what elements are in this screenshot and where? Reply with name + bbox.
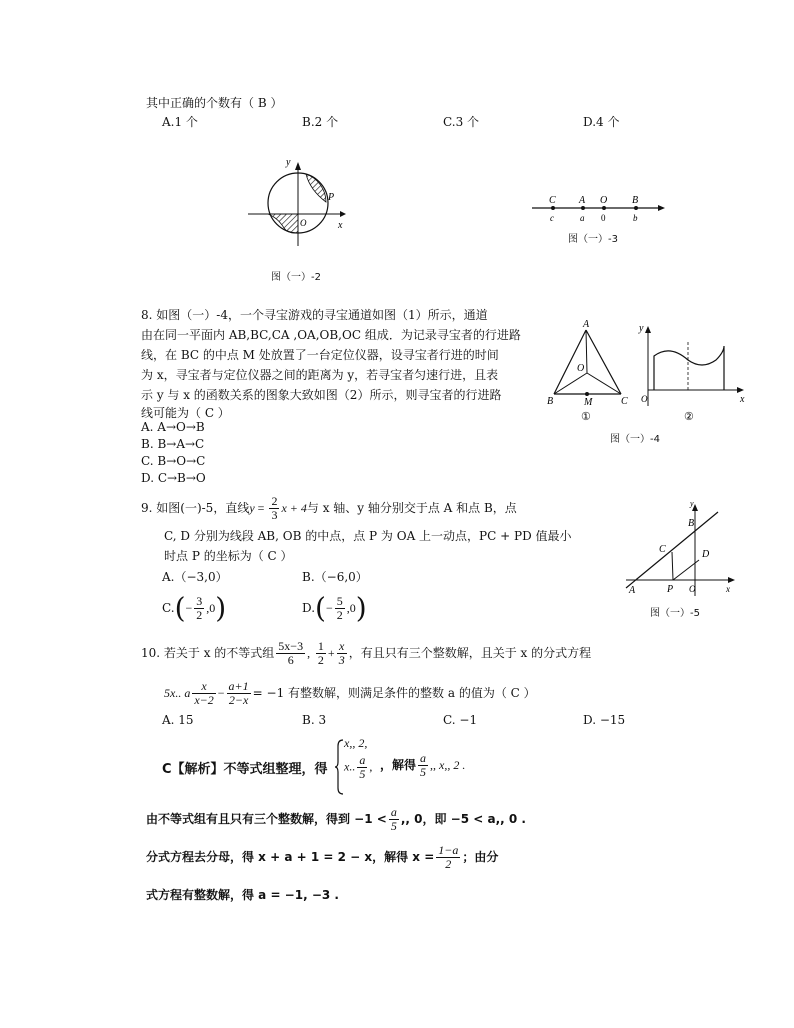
q9-frac-numerator: 2 [271,494,278,508]
q9-eq-equals: = [254,501,268,515]
q10-f3-n: x [337,640,347,654]
figure-number-line [528,192,668,224]
q10-f4-d: x−2 [194,693,214,707]
fig4-caption: 图（一）-4 [610,434,660,445]
fig2-label-y: y [286,157,291,168]
tri-label-a: A [583,319,590,330]
sys2-fraction [357,754,367,781]
q10-frac-1 [276,640,305,667]
q10-option-c[interactable]: C. −1 [443,713,478,727]
q8-line-6: 线可能为（ C ） [141,406,230,420]
point-m [585,392,589,396]
q8-line-2: 由在同一平面内 AB,BC,CA ,OA,OB,OC 组成．为记录寻宝者的行进路 [141,328,521,342]
solution-prefix: C【解析】不等式组整理，得 [162,762,328,777]
q9-optC-tail: ,0 [206,601,216,615]
solution-line-2 [146,806,526,833]
q10-line-2 [164,680,536,707]
line3-a: 分式方程去分母，得 x + a + 1 = 2 − x，解得 x = [146,850,435,864]
sol-mid: ，解得 [380,758,417,772]
q9-eq-y: y [249,501,255,515]
graph-label-x: x [740,394,745,405]
sol-fraction [418,752,428,779]
q9-optD-tail: ,0 [346,601,356,615]
q9-optD-minus: − [325,601,333,615]
q10-frac-5 [227,680,251,707]
q8-option-d[interactable]: D. C→B→O [141,471,206,485]
nl-upper-a: A [579,195,586,206]
figure-line-coordinates [620,502,736,598]
q10-frac-3 [337,640,347,667]
segment-pc [672,552,673,580]
graph-label-y: y [639,323,644,334]
nl-upper-c: C [549,195,556,206]
q9-optC-d: 2 [196,608,203,622]
line3-n: 1−a [438,843,459,857]
q10-option-b[interactable]: B. 3 [302,713,327,727]
q9-option-b[interactable]: B.（−6,0） [302,570,368,584]
sol-d: 5 [420,765,427,779]
q10-frac-4 [192,680,215,707]
fig5-label-a: A [629,585,636,596]
q9-l1a: 9. 如图(一)-5，直线 [141,501,250,515]
q9-frac-denominator: 3 [271,508,278,522]
fig3-caption: 图（一）-3 [568,234,618,245]
q9-line-2: C, D 分别为线段 AB, OB 的中点，点 P 为 OA 上一动点，PC + PD 值最小 [164,529,572,543]
nl-lower-c: c [550,213,554,223]
fig5-label-b: B [688,518,695,529]
q9-optD-n: 5 [336,594,343,608]
fig5-label-p: P [667,584,674,595]
nl-lower-a: a [580,213,585,223]
figure-circle-quadrants [248,156,348,246]
q10-f3-d: 3 [338,653,345,667]
q10-l1a: 10. 若关于 x 的不等式组 [141,646,275,660]
q9-eq-rest: x + 4 [281,501,307,515]
q8-line-1: 8. 如图（一）-4，一个寻宝游戏的寻宝通道如图（1）所示，通道 [141,308,488,322]
q10-f2-n: 1 [317,639,324,653]
q8-option-b[interactable]: B. B→A→C [141,437,205,451]
fig5-label-o: O [689,584,696,594]
hatched-region-lower [268,214,298,233]
line2-d: 5 [390,819,397,833]
q8-option-c[interactable]: C. B→O→C [141,454,206,468]
function-curve [654,346,724,390]
line2-fraction [389,806,399,833]
line2-n: a [390,805,397,819]
tri-label-b: B [547,396,554,407]
line3-fraction [436,844,460,871]
sub-label-1: ① [581,411,591,423]
fig2-label-p: P [328,192,335,203]
point-o [602,206,606,210]
q10-option-d[interactable]: D. −15 [583,713,626,727]
nl-upper-o: O [600,195,608,206]
q10-f5-n: a+1 [228,679,249,693]
graph-label-o: O [641,394,648,404]
q10-l2a: 5x.. a [164,686,191,700]
tri-label-m: M [584,397,593,408]
q9-optC-minus: − [185,601,193,615]
q7-option-d[interactable]: D.4 个 [583,115,620,129]
fig5-label-d: D [702,549,710,560]
q9-option-c[interactable]: C.(− $\frac{3}{2}$ ,0) [162,591,227,625]
q10-f2-d: 2 [317,653,324,667]
q10-l1b: ，有且只有三个整数解，且关于 x 的分式方程 [348,646,592,660]
system-line-1: x,, 2, [344,736,368,750]
sys2-tail: , [369,759,373,774]
q9-optC-fraction [194,595,204,622]
fig5-label-x: x [726,584,730,594]
q7-option-b[interactable]: B.2 个 [302,115,339,129]
q9-line-1 [141,495,517,522]
figure-triangle-and-graph [544,316,754,428]
q9-option-a[interactable]: A.（−3,0） [162,570,228,584]
fig2-caption: 图（一）-2 [271,272,321,283]
solution-line-3 [146,844,498,871]
q8-line-4: 为 x，寻宝者与定位仪器之间的距离为 y，若寻宝者匀速行进，且表 [141,368,499,382]
q10-f1-d: 6 [287,653,294,667]
q9-optD-d: 2 [336,608,343,622]
hatched-region-upper [306,174,326,202]
solution-line-4: 式方程有整数解，得 a = −1, −3 . [146,888,339,902]
q9-eq-fraction [269,495,279,522]
fig5-caption: 图（一）-5 [650,608,700,619]
fig2-label-o: O [300,218,307,228]
tri-label-c: C [621,396,628,407]
q8-line-3: 线，在 BC 的中点 M 处放置了一台定位仪器，设寻宝者行进的时间 [141,348,499,362]
nl-lower-0: 0 [601,213,606,223]
line2-a: 由不等式组有且只有三个整数解，得到 −1 < [146,812,387,826]
q9-line-3: 时点 P 的坐标为（ C ） [164,549,293,563]
q9-optC-label: C. [162,601,175,615]
sol-tail: ,, x,, 2 . [430,758,466,772]
q10-f4-n: x [192,680,215,694]
q10-f5-d: 2−x [228,693,249,707]
q9-option-d[interactable]: D.(− $\frac{5}{2}$ ,0) [302,591,367,625]
q9-l1b: 与 x 轴、y 轴分别交于点 A 和点 B，点 [306,501,517,515]
q8-option-a[interactable]: A. A→O→B [141,420,205,434]
sys2-d: 5 [359,767,366,781]
point-c [551,206,555,210]
q10-comma: , [307,646,311,660]
fig5-label-c: C [659,544,666,555]
line2-b: ,, 0，即 −5 < a,, 0 . [400,812,526,826]
nl-lower-b: b [633,213,638,223]
point-a [581,206,585,210]
fig2-label-x: x [338,220,343,231]
q10-plus: + [327,646,335,660]
nl-upper-b: B [632,195,639,206]
tri-label-o: O [577,363,585,374]
system-line-2 [344,754,372,781]
sys2-a: x.. [344,759,356,774]
point-b [634,206,638,210]
q9-optD-label: D. [302,601,316,615]
solution-result [380,752,465,779]
sol-n: a [420,751,427,765]
q7-option-a[interactable]: A.1 个 [162,115,198,129]
q8-line-5: 示 y 与 x 的函数关系的图象大致如图（2）所示，则寻宝者的行进路 [141,388,502,402]
fig5-label-y: y [690,502,694,508]
q10-f1-n: 5x−3 [278,639,304,653]
q10-l2b: = −1 有整数解，则满足条件的整数 a 的值为（ C ） [252,686,536,700]
line3-d: 2 [445,857,452,871]
line3-b: ；由分 [462,850,499,864]
q10-option-a[interactable]: A. 15 [162,713,194,727]
q10-minus: − [217,686,225,700]
q7-option-c[interactable]: C.3 个 [443,115,480,129]
sys2-n: a [359,753,366,767]
q10-frac-2 [316,640,326,667]
q10-line-1 [141,640,591,667]
q7-stem: 其中正确的个数有（ B ） [146,96,283,110]
q9-optC-n: 3 [196,594,203,608]
sub-label-2: ② [684,411,694,423]
q9-optD-fraction [335,595,345,622]
